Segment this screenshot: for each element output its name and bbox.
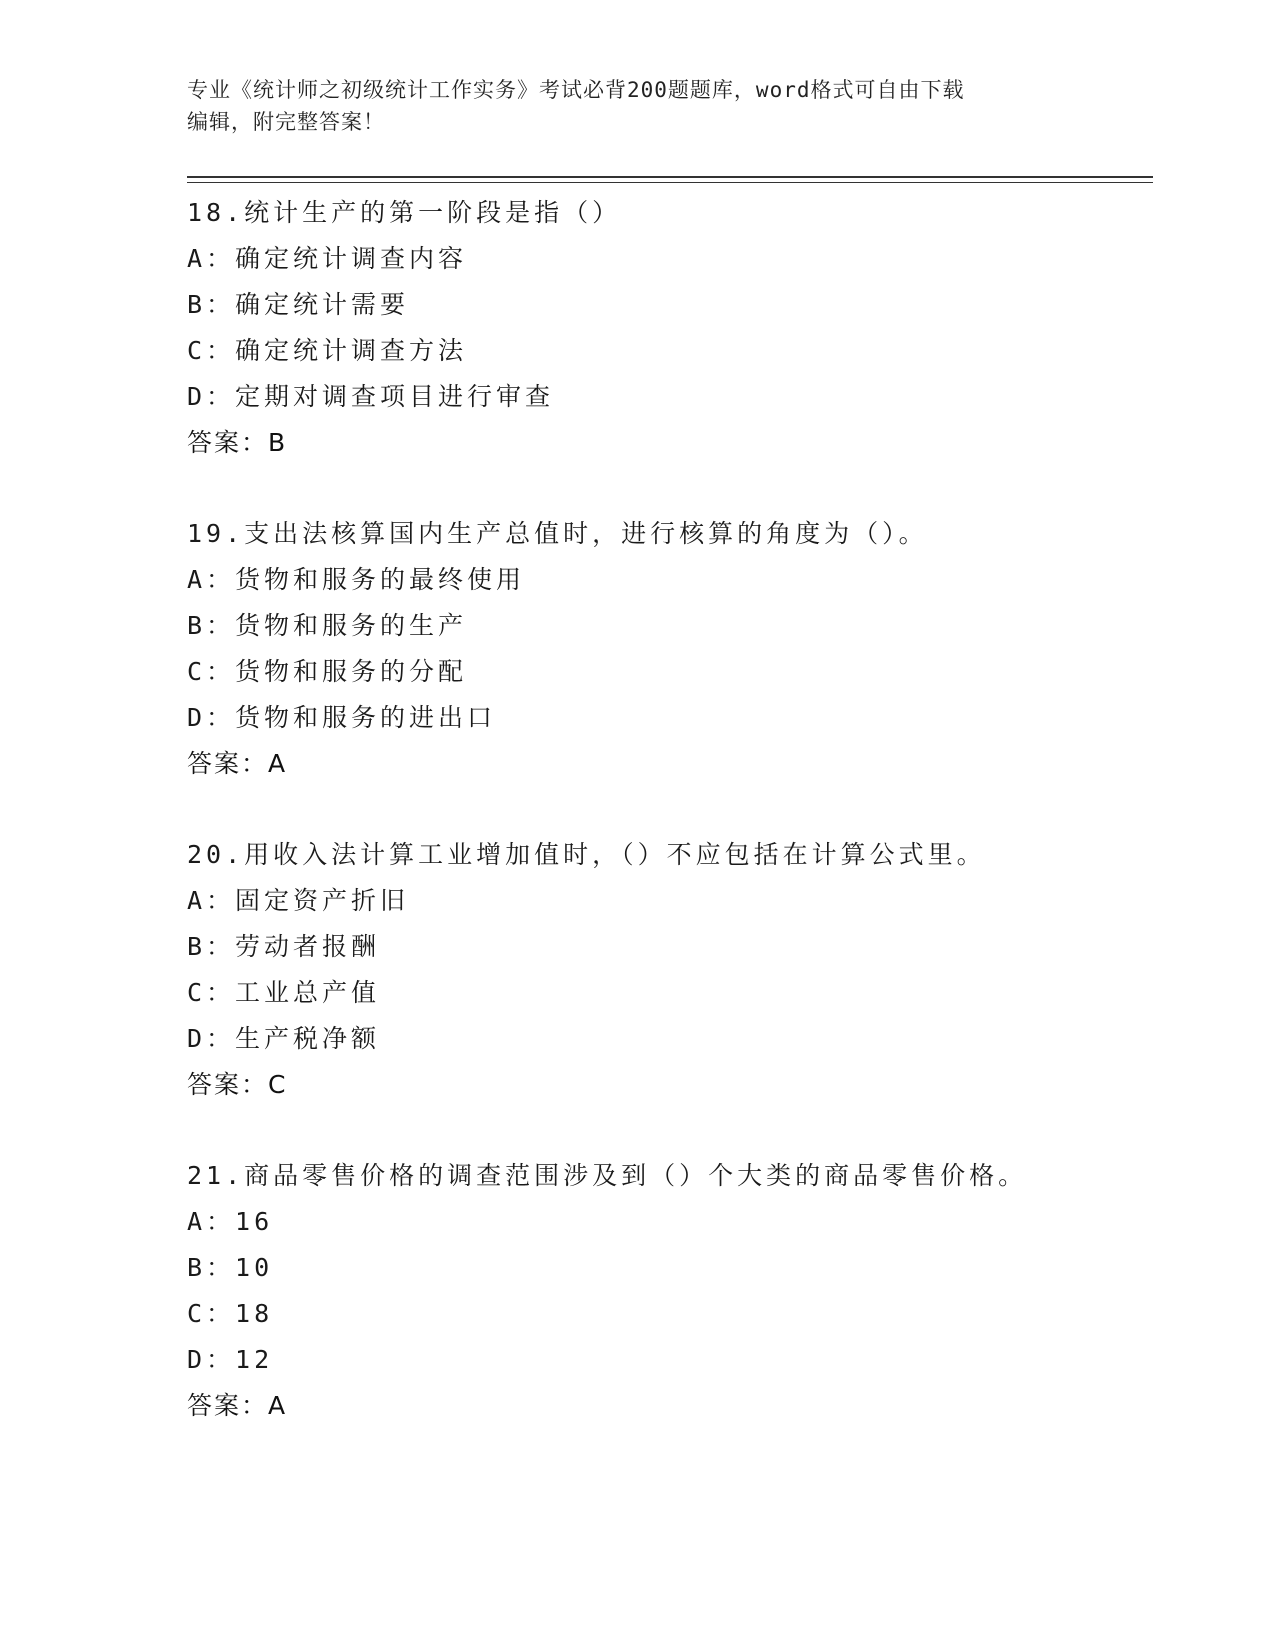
header-line-1: 专业《统计师之初级统计工作实务》考试必背200题题库，word格式可自由下载 xyxy=(187,78,965,102)
option-a: A：固定资产折旧 xyxy=(187,886,410,915)
question-19 xyxy=(187,511,1147,787)
option-a: A：确定统计调查内容 xyxy=(187,244,468,273)
option-d: D：定期对调查项目进行审查 xyxy=(187,382,555,411)
option-d: D：12 xyxy=(187,1345,274,1374)
question-21 xyxy=(187,1153,1147,1429)
option-c: C：货物和服务的分配 xyxy=(187,657,468,686)
question-20 xyxy=(187,832,1147,1108)
option-b: B：确定统计需要 xyxy=(187,290,410,319)
option-b: B：劳动者报酬 xyxy=(187,932,381,961)
question-stem: 18.统计生产的第一阶段是指（） xyxy=(187,198,622,227)
question-stem: 19.支出法核算国内生产总值时，进行核算的角度为（）。 xyxy=(187,519,928,548)
option-d: D：生产税净额 xyxy=(187,1024,381,1053)
answer-text: 答案：C xyxy=(187,1070,288,1099)
question-stem: 21.商品零售价格的调查范围涉及到（）个大类的商品零售价格。 xyxy=(187,1161,1028,1190)
answer-text: 答案：A xyxy=(187,1391,288,1420)
answer-text: 答案：A xyxy=(187,749,288,778)
option-c: C：18 xyxy=(187,1299,274,1328)
header-divider-thin xyxy=(187,182,1153,183)
option-b: B：10 xyxy=(187,1253,274,1282)
question-stem: 20.用收入法计算工业增加值时，（）不应包括在计算公式里。 xyxy=(187,840,986,869)
option-b: B：货物和服务的生产 xyxy=(187,611,468,640)
document-header xyxy=(187,74,1087,138)
header-line-2: 编辑，附完整答案！ xyxy=(187,110,385,134)
option-c: C：确定统计调查方法 xyxy=(187,336,468,365)
option-a: A：16 xyxy=(187,1207,274,1236)
question-list xyxy=(187,190,1147,1474)
option-a: A：货物和服务的最终使用 xyxy=(187,565,526,594)
question-18 xyxy=(187,190,1147,466)
answer-text: 答案：B xyxy=(187,428,288,457)
header-divider-thick xyxy=(187,176,1153,178)
option-c: C：工业总产值 xyxy=(187,978,381,1007)
option-d: D：货物和服务的进出口 xyxy=(187,703,497,732)
